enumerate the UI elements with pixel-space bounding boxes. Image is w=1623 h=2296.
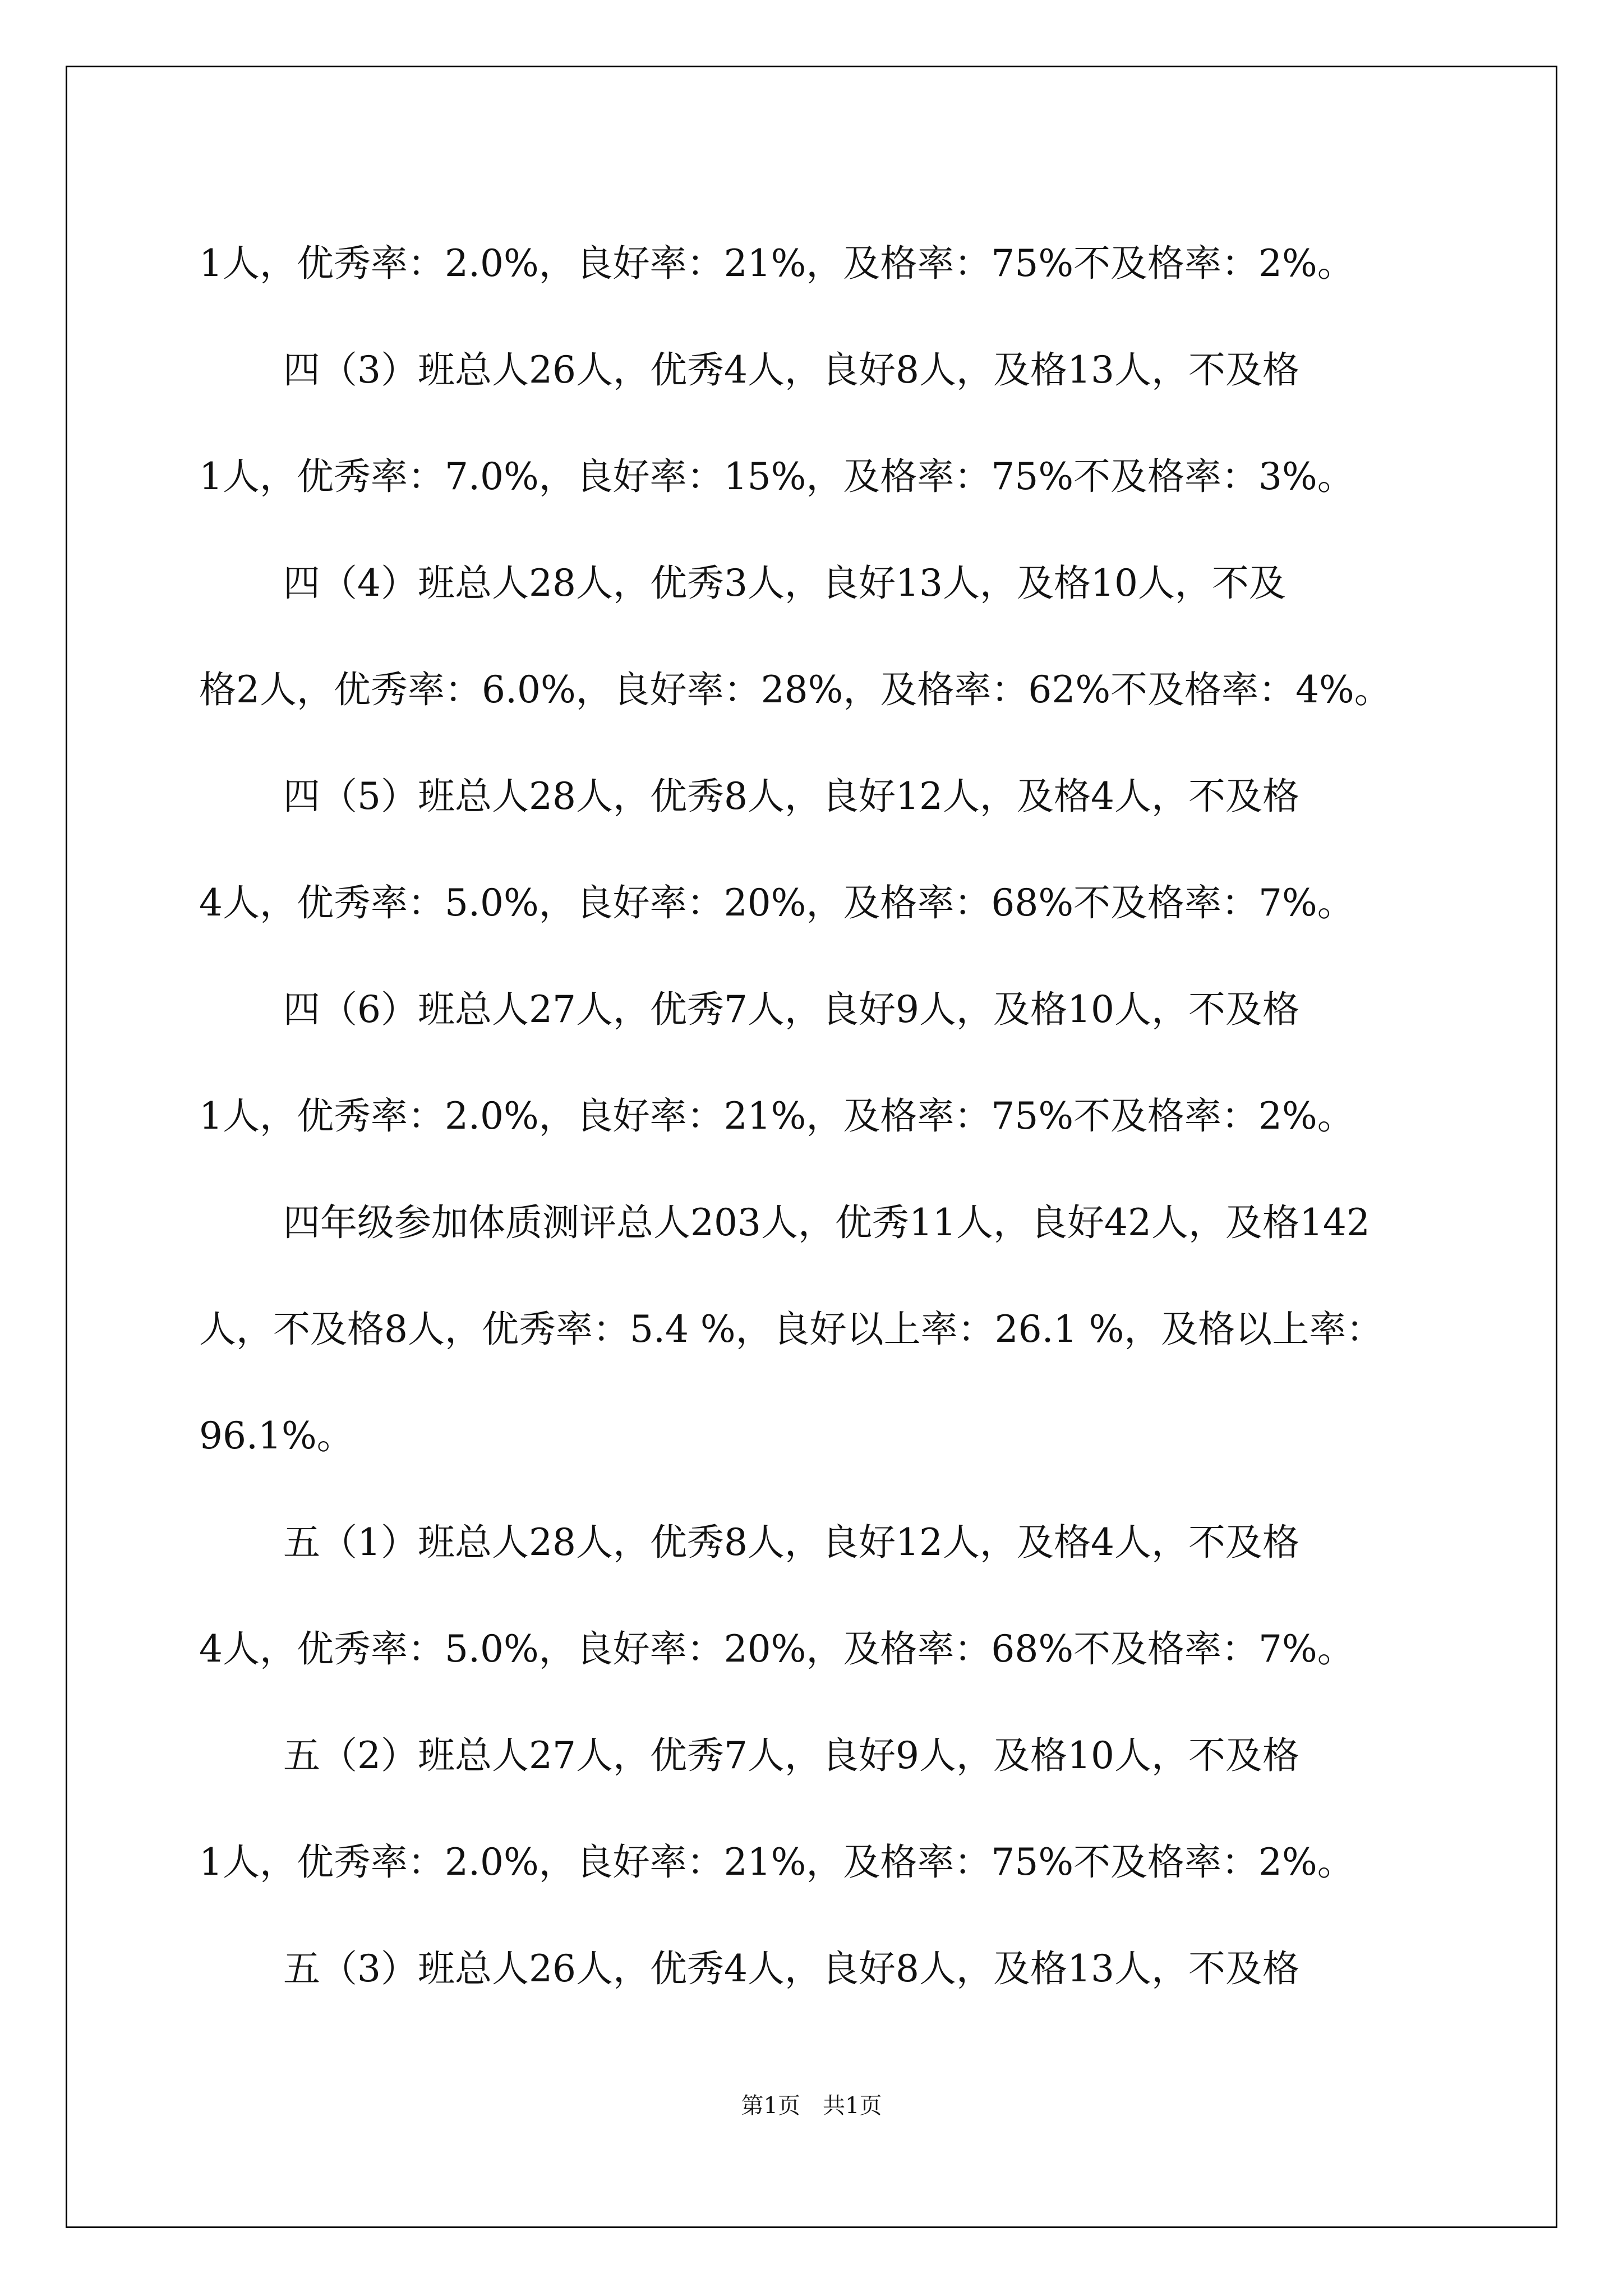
page-number-footer: 第1页 共1页 [741, 2093, 882, 2119]
text-line: 五（1）班总人28人，优秀8人，良好12人，及格4人，不及格 [283, 1521, 1299, 1564]
text-line: 1人，优秀率：7.0%，良好率：15%，及格率：75%不及格率：3%。 [199, 455, 1354, 498]
text-line: 四（6）班总人27人，优秀7人，良好9人，及格10人，不及格 [283, 988, 1299, 1031]
text-line: 五（2）班总人27人，优秀7人，良好9人，及格10人，不及格 [283, 1734, 1299, 1777]
text-line: 4人，优秀率：5.0%，良好率：20%，及格率：68%不及格率：7%。 [199, 1627, 1354, 1671]
text-line: 四年级参加体质测评总人203人，优秀11人，良好42人，及格142 [283, 1201, 1370, 1244]
text-line: 4人，优秀率：5.0%，良好率：20%，及格率：68%不及格率：7%。 [199, 881, 1354, 924]
text-line: 1人，优秀率：2.0%，良好率：21%，及格率：75%不及格率：2%。 [199, 1094, 1354, 1138]
text-line: 96.1%。 [199, 1414, 354, 1457]
text-line: 四（3）班总人26人，优秀4人，良好8人，及格13人，不及格 [283, 348, 1299, 392]
text-line: 四（5）班总人28人，优秀8人，良好12人，及格4人，不及格 [283, 775, 1299, 818]
text-line: 五（3）班总人26人，优秀4人，良好8人，及格13人，不及格 [283, 1947, 1299, 1990]
text-line: 格2人，优秀率：6.0%，良好率：28%，及格率：62%不及格率：4%。 [199, 668, 1391, 711]
text-line: 四（4）班总人28人，优秀3人，良好13人，及格10人，不及 [283, 562, 1286, 605]
text-line: 1人，优秀率：2.0%，良好率：21%，及格率：75%不及格率：2%。 [199, 242, 1354, 285]
text-line: 1人，优秀率：2.0%，良好率：21%，及格率：75%不及格率：2%。 [199, 1841, 1354, 1884]
document-body [199, 210, 1433, 2022]
text-line: 人，不及格8人，优秀率：5.4 %，良好以上率：26.1 %，及格以上率： [199, 1308, 1384, 1351]
